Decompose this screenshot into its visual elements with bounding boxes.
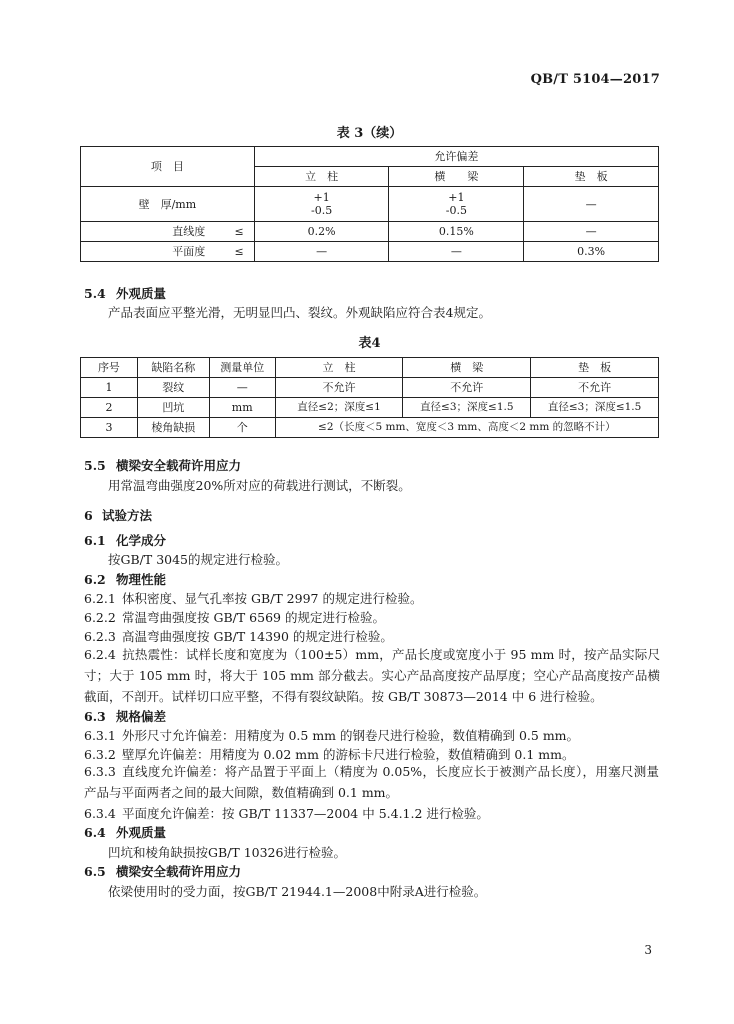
table4-cell-name: 凹坑 — [137, 398, 209, 418]
table4-cell-pad: 不允许 — [531, 378, 659, 398]
section-6-2-4 — [84, 644, 660, 707]
section-title: 试验方法 — [102, 508, 153, 523]
table3-item-header: 项 目 — [81, 147, 255, 187]
table4-cell-unit: 个 — [209, 418, 275, 438]
table-row — [81, 187, 659, 222]
value-lower: -0.5 — [445, 204, 467, 217]
section-title: 物理性能 — [116, 572, 167, 587]
table4-header-pillar: 立 柱 — [275, 358, 403, 378]
table4-header-pad: 垫 板 — [531, 358, 659, 378]
table3-cell-pillar: — — [254, 242, 389, 262]
table4-cell-no: 1 — [81, 378, 138, 398]
table3-header-row — [81, 147, 659, 167]
section-number: 5.5 — [84, 458, 106, 473]
table4-cell-name: 裂纹 — [137, 378, 209, 398]
section-text: 外形尺寸允许偏差：用精度为 0.5 mm 的钢卷尺进行检验，数值精确到 0.5 mm。 — [122, 728, 580, 743]
table3-cell-beam — [389, 187, 524, 222]
table-row — [81, 398, 659, 418]
section-title: 化学成分 — [116, 533, 167, 548]
comparator-symbol: ≤ — [234, 245, 244, 258]
table3-caption: 表 3（续） — [336, 126, 403, 141]
section-6-2-3 — [84, 627, 393, 645]
table3-cell-pillar: 0.2% — [254, 222, 389, 242]
section-title: 横梁安全载荷许用应力 — [116, 864, 242, 879]
section-number: 6.5 — [84, 864, 106, 879]
table4-cell-merged: ≤2（长度＜5 mm、宽度＜3 mm、高度＜2 mm 的忽略不计） — [275, 418, 658, 438]
table4-cell-no: 2 — [81, 398, 138, 418]
table3-cell-beam: — — [389, 242, 524, 262]
section-number: 5.4 — [84, 286, 106, 301]
section-5-5-text: 用常温弯曲强度20%所对应的荷载进行测试，不断裂。 — [108, 478, 411, 493]
section-text: 直线度允许偏差：将产品置于平面上（精度为 0.05%，长度应长于被测产品长度），用塞尺测量产品与平面两者之间的最大间隙，数值精确到 0.1 mm。 — [84, 764, 659, 800]
table4-cell-pad: 直径≤3；深度≤1.5 — [531, 398, 659, 418]
section-number: 6.2 — [84, 572, 106, 587]
table4-header-no: 序号 — [81, 358, 138, 378]
section-6-3-3 — [84, 761, 659, 803]
table3-cell-item: 壁 厚/mm — [81, 187, 255, 222]
value-lower: -0.5 — [311, 204, 333, 217]
table4-cell-unit: — — [209, 378, 275, 398]
section-title: 外观质量 — [116, 286, 167, 301]
item-label: 直线度 — [172, 225, 206, 238]
section-text: 壁厚允许偏差：用精度为 0.02 mm 的游标卡尺进行检验，数值精确到 0.1 mm。 — [122, 747, 575, 762]
table3-cell-pad: 0.3% — [524, 242, 659, 262]
section-title: 横梁安全载荷许用应力 — [116, 458, 242, 473]
table3-cell-item — [81, 242, 255, 262]
table4-cell-pillar: 不允许 — [275, 378, 403, 398]
section-number: 6.4 — [84, 825, 106, 840]
section-text: 体积密度、显气孔率按 GB/T 2997 的规定进行检验。 — [122, 591, 423, 606]
section-5-5-heading — [84, 456, 241, 474]
table4-cell-beam: 直径≤3；深度≤1.5 — [403, 398, 531, 418]
table3-cell-pillar — [254, 187, 389, 222]
section-number: 6.3.3 — [84, 764, 116, 779]
section-6-4-heading — [84, 823, 166, 841]
section-6-4-text: 凹坑和棱角缺损按GB/T 10326进行检验。 — [108, 845, 346, 860]
table4-cell-name: 棱角缺损 — [137, 418, 209, 438]
section-6-5-text: 依梁使用时的受力面，按GB/T 21944.1—2008中附录A进行检验。 — [108, 884, 487, 899]
section-title: 规格偏差 — [116, 709, 167, 724]
table-row — [81, 378, 659, 398]
section-text: 常温弯曲强度按 GB/T 6569 的规定进行检验。 — [122, 610, 385, 625]
section-number: 6.3.4 — [84, 806, 116, 821]
table3-pad-header: 垫 板 — [524, 167, 659, 187]
table3-pillar-header: 立 柱 — [254, 167, 389, 187]
table-row — [81, 242, 659, 262]
section-5-4-text: 产品表面应平整光滑，无明显凹凸、裂纹。外观缺陷应符合表4规定。 — [108, 305, 491, 320]
table4-cell-pillar: 直径≤2；深度≤1 — [275, 398, 403, 418]
table4-header-beam: 横 梁 — [403, 358, 531, 378]
item-label: 平面度 — [172, 245, 206, 258]
page-number: 3 — [644, 943, 652, 957]
table-row — [81, 222, 659, 242]
section-6-2-heading — [84, 570, 166, 588]
section-number: 6.2.2 — [84, 610, 116, 625]
section-number: 6.3.1 — [84, 728, 116, 743]
section-5-4-heading — [84, 284, 166, 302]
section-text: 高温弯曲强度按 GB/T 14390 的规定进行检验。 — [122, 629, 393, 644]
section-6-3-heading — [84, 707, 166, 725]
table3-beam-header: 横 梁 — [389, 167, 524, 187]
table3-cell-item — [81, 222, 255, 242]
value-upper: +1 — [448, 191, 465, 204]
section-number: 6.2.1 — [84, 591, 116, 606]
section-number: 6 — [84, 508, 93, 523]
table4 — [80, 357, 659, 438]
table3-cell-beam: 0.15% — [389, 222, 524, 242]
table4-cell-beam: 不允许 — [403, 378, 531, 398]
section-6-1-heading — [84, 531, 166, 549]
section-number: 6.2.3 — [84, 629, 116, 644]
section-text: 平面度允许偏差：按 GB/T 11337—2004 中 5.4.1.2 进行检验。 — [122, 806, 489, 821]
table3 — [80, 146, 659, 262]
table3-cell-pad: — — [524, 222, 659, 242]
section-6-5-heading — [84, 862, 241, 880]
section-number: 6.2.4 — [84, 647, 116, 662]
section-6-2-2 — [84, 608, 385, 626]
table-row — [81, 418, 659, 438]
comparator-symbol: ≤ — [234, 225, 244, 238]
table4-header-name: 缺陷名称 — [137, 358, 209, 378]
table4-header-row — [81, 358, 659, 378]
section-6-1-text: 按GB/T 3045的规定进行检验。 — [108, 552, 289, 567]
table3-cell-pad: — — [524, 187, 659, 222]
section-6-3-1 — [84, 726, 579, 744]
table3-group-header: 允许偏差 — [254, 147, 658, 167]
value-upper: +1 — [313, 191, 330, 204]
table4-cell-no: 3 — [81, 418, 138, 438]
standard-code: QB/T 5104—2017 — [530, 72, 660, 87]
section-number: 6.3.2 — [84, 747, 116, 762]
table4-caption: 表4 — [358, 336, 381, 351]
section-6-heading — [84, 506, 152, 524]
table4-cell-unit: mm — [209, 398, 275, 418]
section-title: 外观质量 — [116, 825, 167, 840]
table4-header-unit: 测量单位 — [209, 358, 275, 378]
section-6-3-4 — [84, 804, 489, 822]
section-number: 6.3 — [84, 709, 106, 724]
section-6-2-1 — [84, 589, 422, 607]
section-text: 抗热震性：试样长度和宽度为（100±5）mm，产品长度或宽度小于 95 mm 时，按产品实际尺寸；大于 105 mm 时，将大于 105 mm 部分截去。实心产品高度按产品厚度；空心产品高度按产品横截面，不剖开。试样切口应平整，不得有裂纹缺陷。按 GB/T 30873—2014 中 6 进行检验。 — [84, 647, 660, 704]
section-number: 6.1 — [84, 533, 106, 548]
